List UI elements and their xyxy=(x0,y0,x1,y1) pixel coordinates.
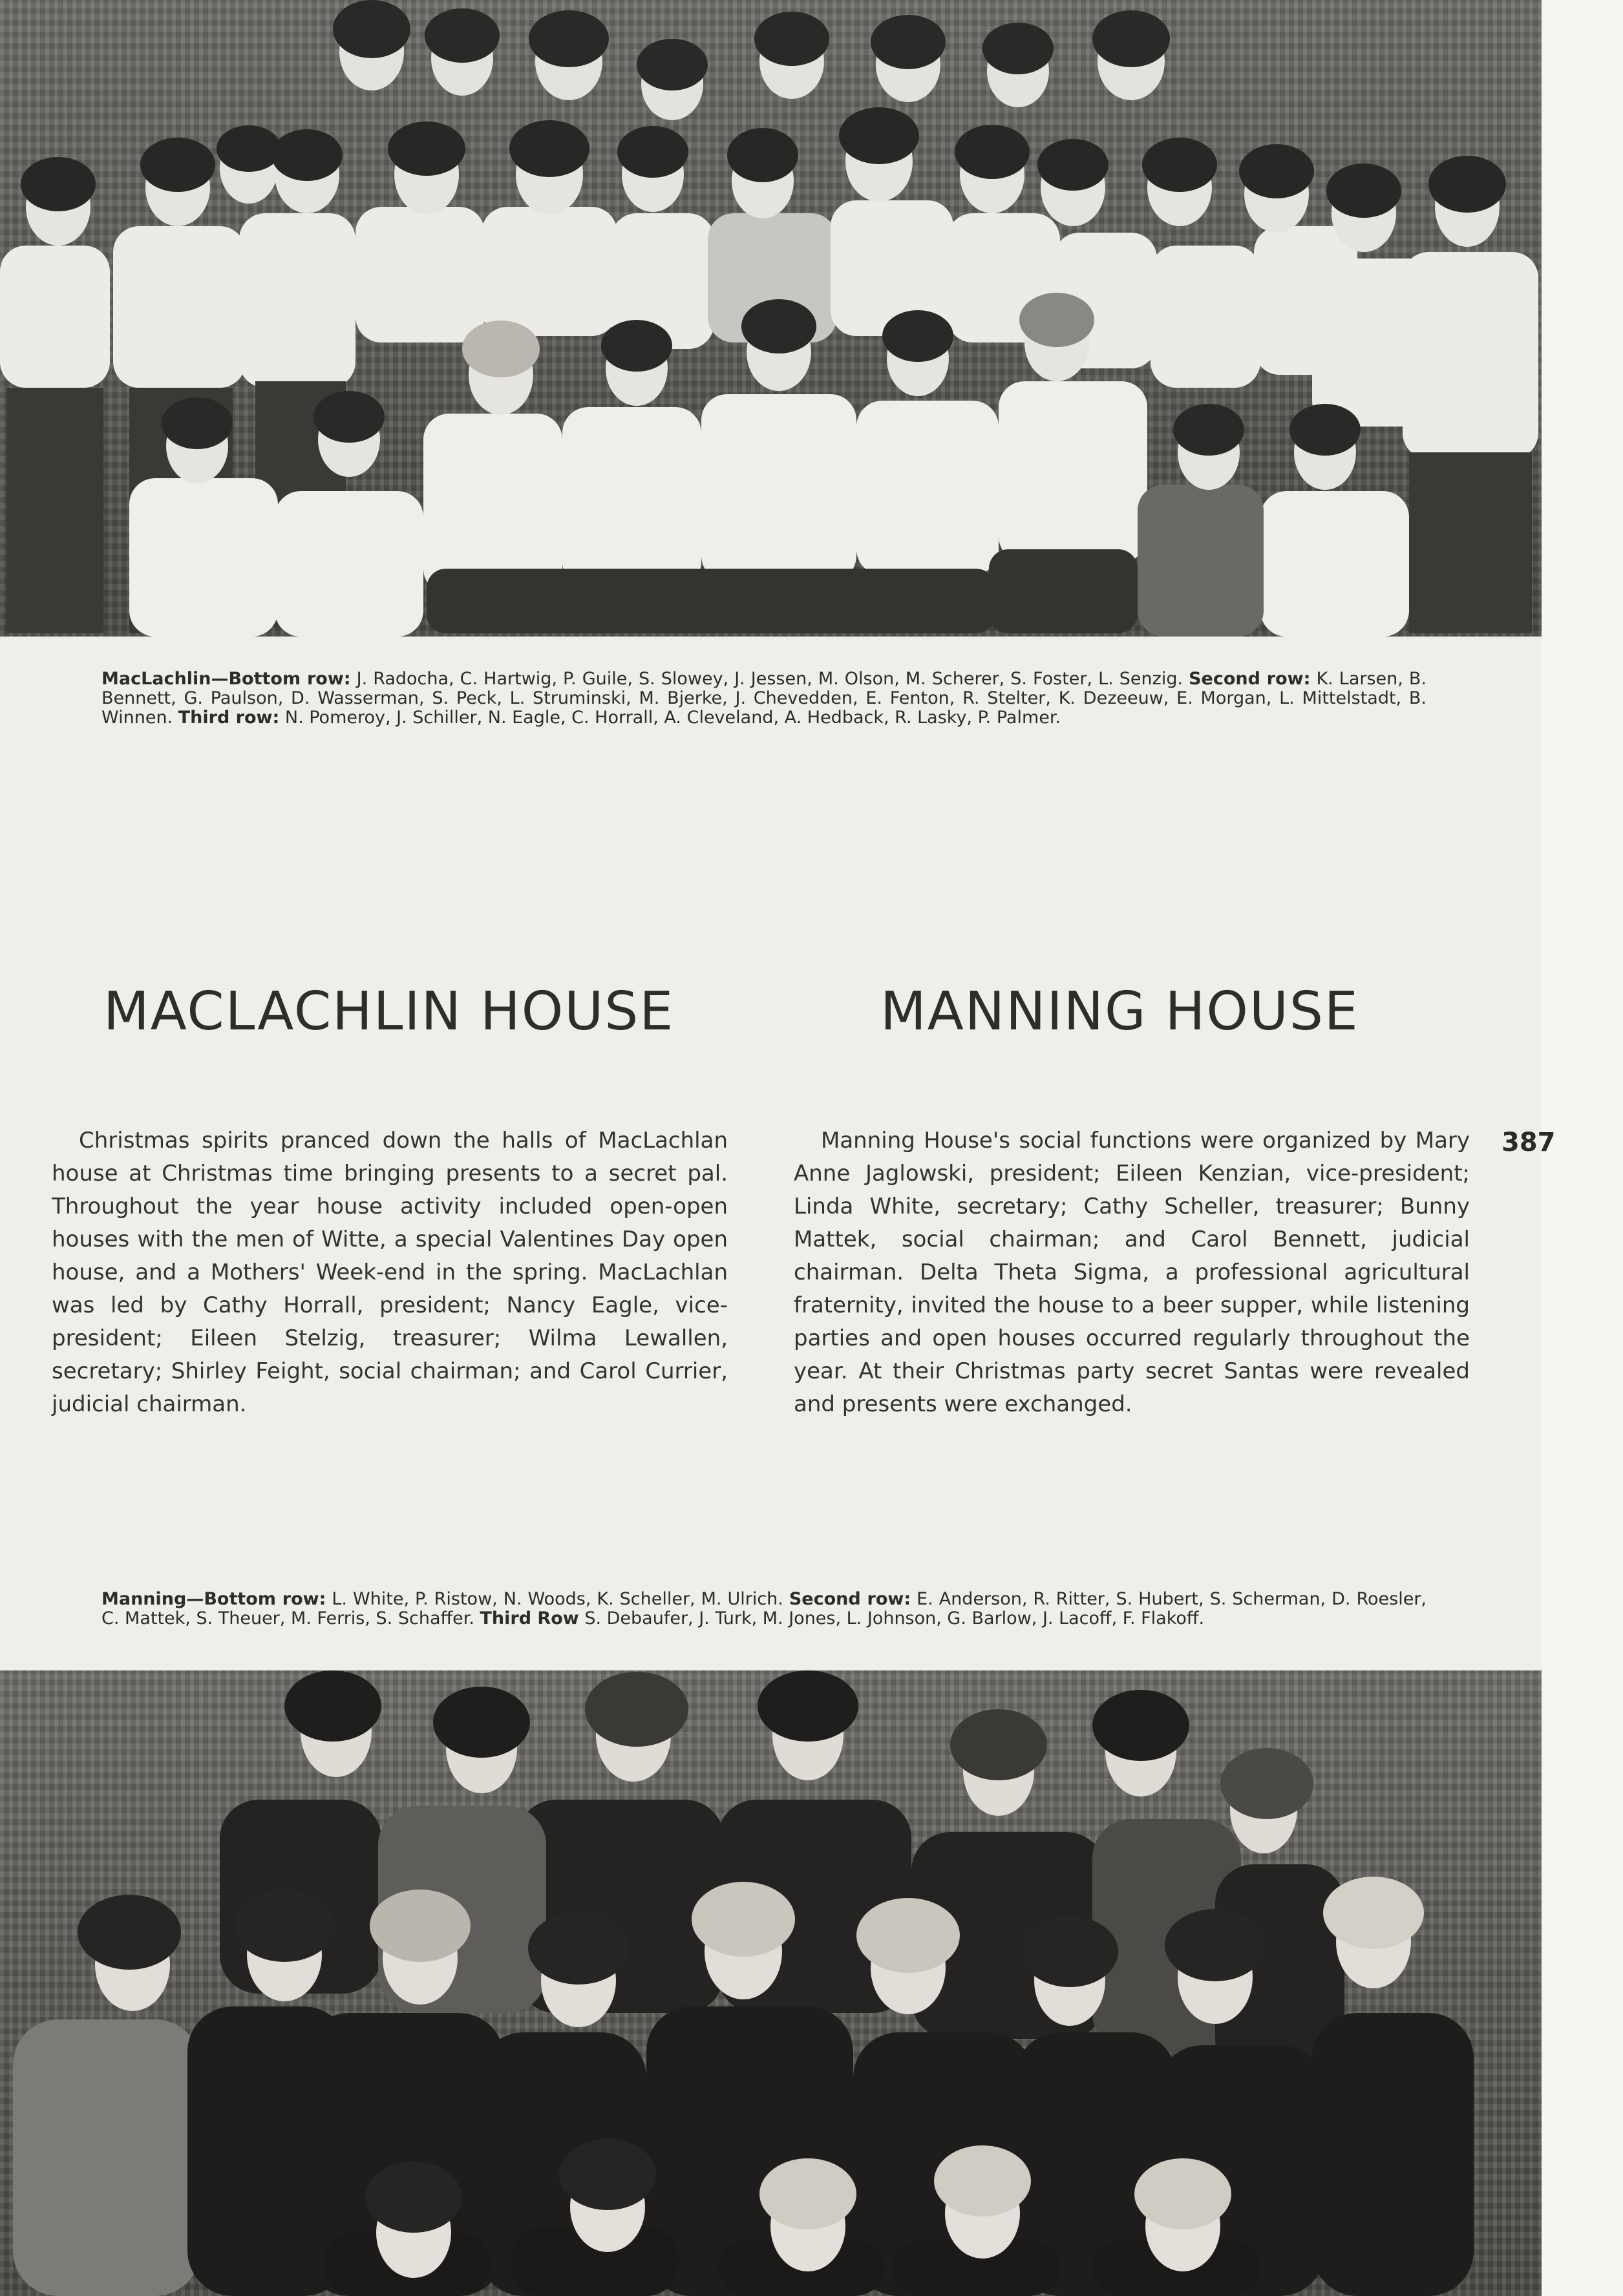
caption-third-row: S. Debaufer, J. Turk, M. Jones, L. Johnson, G. Barlow, J. Lacoff, F. Flakoff. xyxy=(584,1608,1205,1628)
caption-label: MacLachlin—Bottom row: xyxy=(101,669,351,689)
caption-second-label: Second row: xyxy=(1189,669,1311,689)
maclachlin-body-text: Christmas spirits pranced down the halls of MacLachlan house at Christmas time bringing presents to a secret pal. Throughout the year house activity included open-open houses with the men of Witte, a special Valentines Day open house, and a Mothers' Week-end in the spring. MacLachlan was led by Cathy Horrall, president; Nancy Eagle, vice-president; Eileen Stelzig, treasurer; Wilma Lewallen, secretary; Shirley Feight, social chairman; and Carol Currier, judicial chairman. xyxy=(52,1128,728,1417)
manning-photo-caption xyxy=(101,1590,1427,1628)
caption-label: Manning—Bottom row: xyxy=(101,1589,326,1609)
manning-group-photo xyxy=(0,1670,1542,2296)
caption-second-row: E. Anderson, R. Ritter, S. Hubert, S. Scherman, D. Roesler, C. Mattek, S. Theuer, M. Ferris, S. Schaffer. xyxy=(101,1589,1427,1628)
manning-photo-figures xyxy=(0,1670,1542,2296)
caption-third-label: Third row: xyxy=(178,708,280,728)
maclachlin-heading: MACLACHLIN HOUSE xyxy=(103,981,675,1042)
maclachlin-photo-figures xyxy=(0,0,1542,637)
maclachlin-group-photo xyxy=(0,0,1542,637)
maclachlin-photo-caption xyxy=(101,669,1427,728)
caption-third-row: N. Pomeroy, J. Schiller, N. Eagle, C. Horrall, A. Cleveland, A. Hedback, R. Lasky, P. Palmer. xyxy=(284,708,1061,728)
caption-third-label: Third Row xyxy=(480,1608,579,1628)
caption-second-label: Second row: xyxy=(789,1589,911,1609)
caption-bottom-row: J. Radocha, C. Hartwig, P. Guile, S. Slowey, J. Jessen, M. Olson, M. Scherer, S. Foster, L. Senzig. xyxy=(356,669,1183,689)
caption-bottom-row: L. White, P. Ristow, N. Woods, K. Scheller, M. Ulrich. xyxy=(332,1589,783,1609)
caption-second-row: K. Larsen, B. Bennett, G. Paulson, D. Wasserman, S. Peck, L. Struminski, M. Bjerke, J. Chevedden, E. Fenton, R. Stelter, K. Dezeeuw, E. Morgan, L. Mittelstadt, B. Winnen. xyxy=(101,669,1427,728)
page-number: 387 xyxy=(1501,1128,1556,1157)
manning-heading: MANNING HOUSE xyxy=(880,981,1359,1042)
manning-body-text: Manning House's social functions were organized by Mary Anne Jaglowski, president; Eileen Kenzian, vice-president; Linda White, secretary; Cathy Scheller, treasurer; Bunny Mattek, social chairman; and Carol Bennett, judicial chairman. Delta Theta Sigma, a professional agricultural fraternity, invited the house to a beer supper, while listening parties and open houses occurred regularly throughout the year. At their Christmas party secret Santas were revealed and presents were exchanged. xyxy=(794,1128,1470,1417)
